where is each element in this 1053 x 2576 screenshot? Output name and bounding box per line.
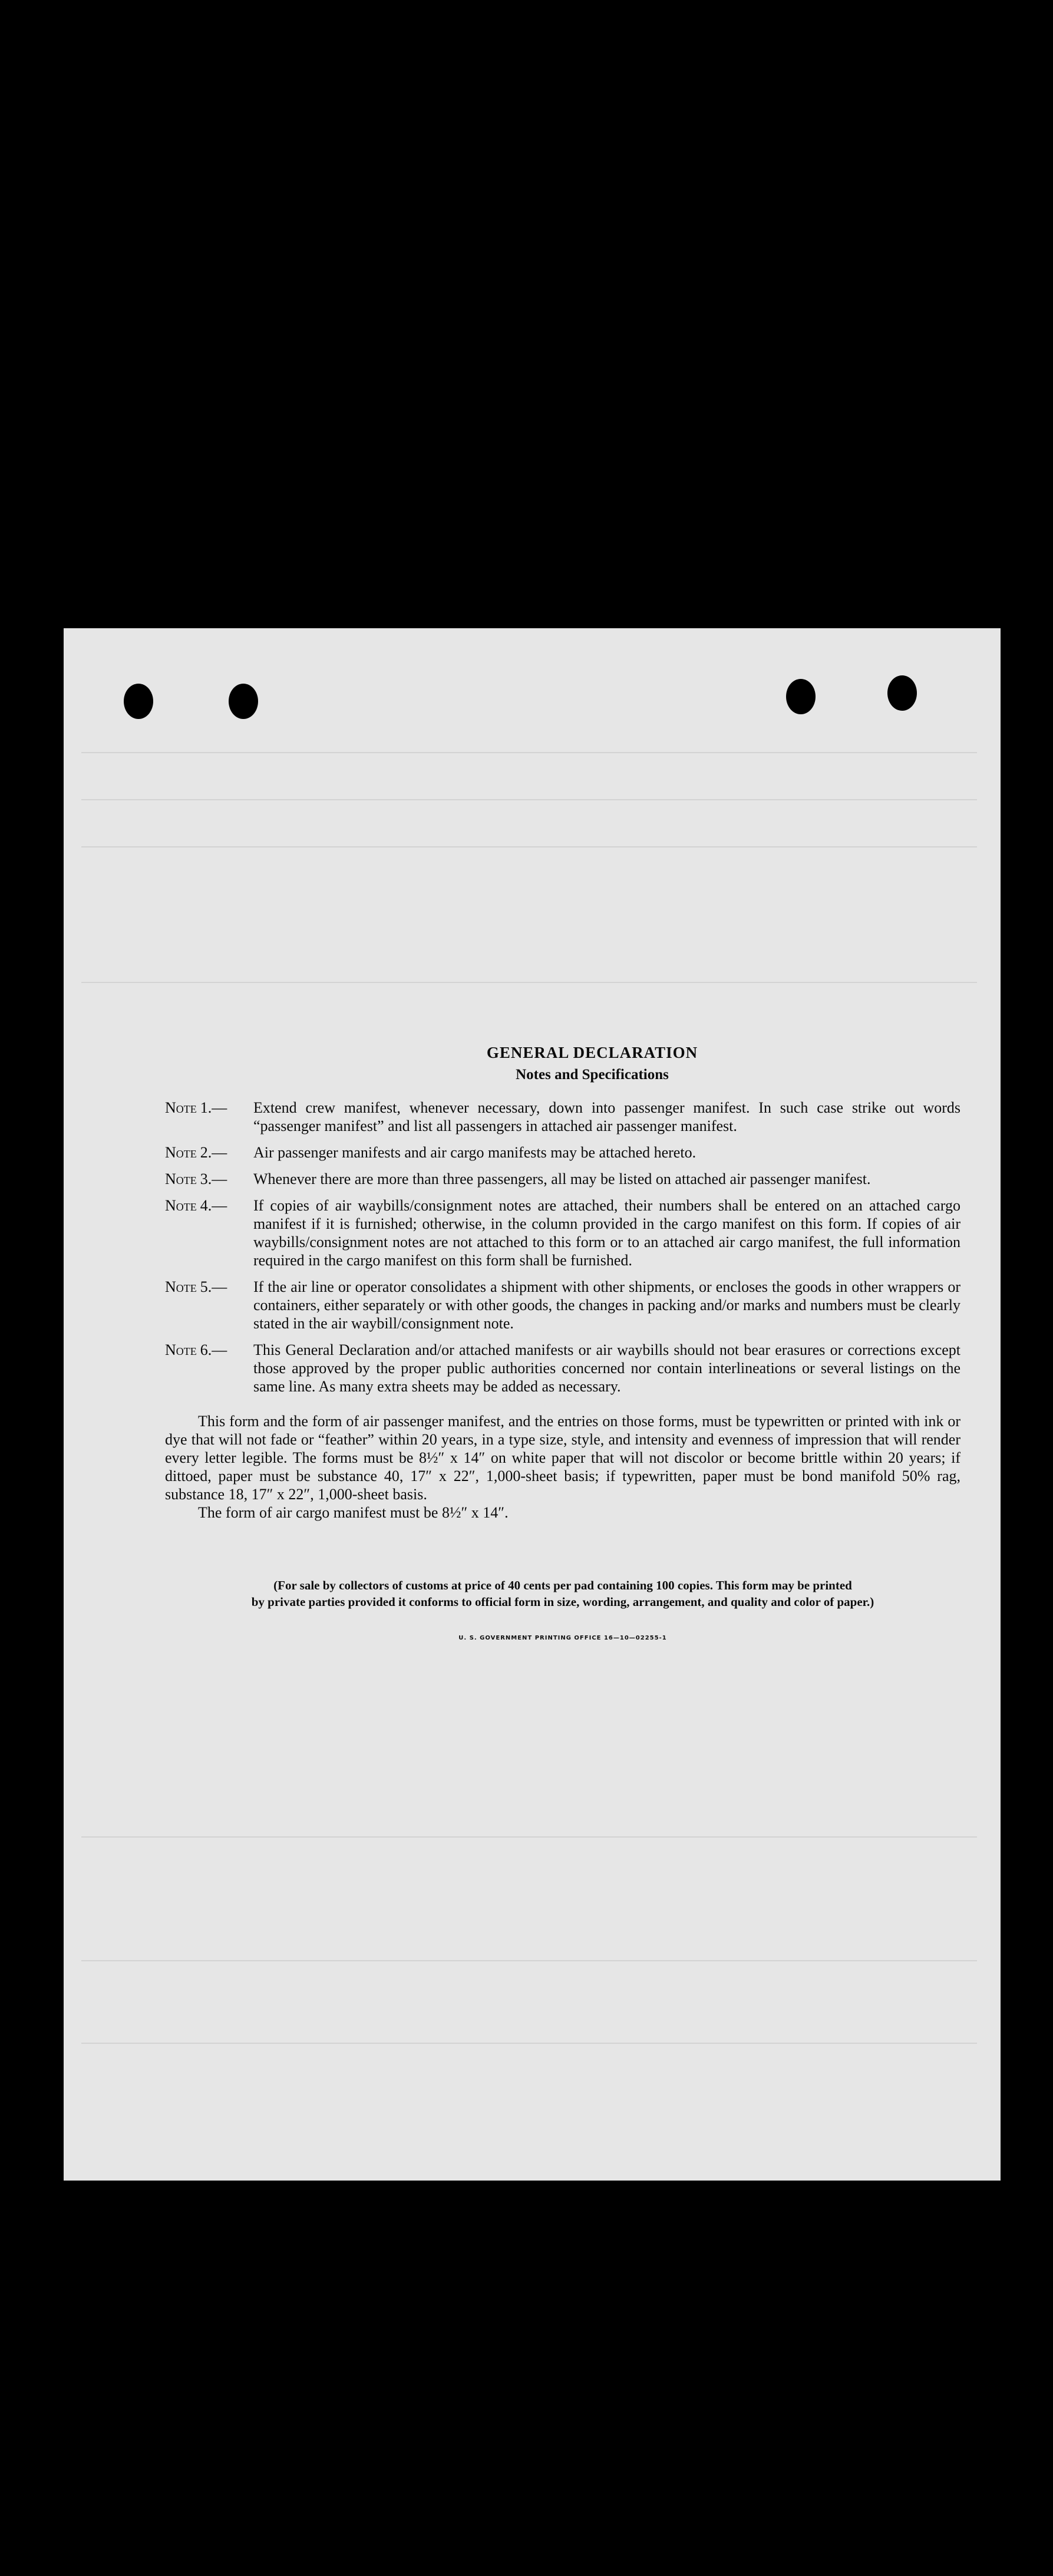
bleed-through-line — [81, 846, 977, 847]
page-title: GENERAL DECLARATION — [486, 1044, 698, 1061]
cargo-manifest-size-line: The form of air cargo manifest must be 8½″ x 14″. — [198, 1504, 509, 1521]
note-label — [165, 1278, 227, 1296]
sale-notice — [165, 1577, 960, 1610]
notes-list — [165, 1099, 960, 1396]
bleed-through-line — [81, 1960, 977, 1961]
form-requirements-paragraph — [165, 1412, 960, 1503]
note-label-word: Note — [165, 1170, 197, 1188]
note-label-word: Note — [165, 1341, 197, 1358]
note-dash: — — [212, 1170, 227, 1188]
note-item — [165, 1196, 960, 1269]
note-text: Extend crew manifest, whenever necessary, down into passenger manifest. In such case strike out words “passenger manifest” and list all passengers in attached air passenger manifest. — [253, 1099, 960, 1134]
punch-hole — [229, 684, 258, 719]
note-text: If copies of air waybills/consignment notes are attached, their numbers shall be entered on an attached cargo manifest if it is furnished; otherwise, in the column provided in the cargo manifest on this form. If copies of air waybills/consignment notes are not attached to this form or to an attached air cargo manifest, the full information required in the cargo manifest on this form shall be furnished. — [253, 1197, 960, 1269]
note-number: 2. — [200, 1144, 212, 1161]
note-text: Air passenger manifests and air cargo manifests may be attached hereto. — [253, 1144, 697, 1161]
notes-and-specifications — [165, 1044, 960, 1641]
note-item — [165, 1099, 960, 1135]
note-label-word: Note — [165, 1099, 197, 1116]
note-label-word: Note — [165, 1144, 197, 1161]
sale-notice-line: by private parties provided it conforms to official form in size, wording, arrangement, and quality and color of paper.) — [251, 1595, 874, 1609]
bleed-through-line — [81, 752, 977, 753]
note-number: 4. — [200, 1197, 212, 1214]
note-dash: — — [212, 1197, 227, 1214]
punch-hole — [887, 675, 917, 711]
note-label — [165, 1341, 227, 1359]
note-text: If the air line or operator consolidates a shipment with other shipments, or encloses the goods in other wrappers or containers, either separately or with other goods, the changes in packing and/or marks and numbers must be clearly stated in the air waybill/consignment note. — [253, 1278, 960, 1332]
note-number: 1. — [200, 1099, 212, 1116]
note-dash: — — [212, 1099, 227, 1116]
note-label-word: Note — [165, 1278, 197, 1295]
note-item — [165, 1341, 960, 1396]
note-number: 6. — [200, 1341, 212, 1358]
bleed-through-line — [81, 2043, 977, 2044]
note-label — [165, 1099, 227, 1117]
note-text: This General Declaration and/or attached manifests or air waybills should not bear erasures or corrections except those approved by the proper public authorities concerned nor contain interlineations or several listings on the same line. As many extra sheets may be added as necessary. — [253, 1341, 960, 1395]
note-item — [165, 1170, 960, 1188]
page-subtitle: Notes and Specifications — [516, 1067, 669, 1083]
note-dash: — — [212, 1278, 227, 1295]
bleed-through-line — [81, 1836, 977, 1838]
form-requirements-text: This form and the form of air passenger manifest, and the entries on those forms, must be typewritten or printed with ink or dye that will not fade or “feather” within 20 years, in a type size, style, and intensity and evenness of impression that will render every letter legible. The forms must be 8½″ x 14″ on white paper that will not discolor or become brittle within 20 years; if dittoed, paper must be substance 40, 17″ x 22″, 1,000-sheet basis; if typewritten, paper must be bond manifold 50% rag, substance 18, 17″ x 22″, 1,000-sheet basis. — [165, 1413, 960, 1503]
note-number: 3. — [200, 1170, 212, 1188]
sale-notice-line: (For sale by collectors of customs at price of 40 cents per pad containing 100 copies. This form may be printed — [273, 1578, 852, 1592]
printer-imprint: U. S. GOVERNMENT PRINTING OFFICE 16—10—02255-1 — [458, 1635, 667, 1641]
note-number: 5. — [200, 1278, 212, 1295]
note-label-word: Note — [165, 1197, 197, 1214]
note-label — [165, 1170, 227, 1188]
bleed-through-line — [81, 799, 977, 800]
note-dash: — — [212, 1144, 227, 1161]
note-text: Whenever there are more than three passengers, all may be listed on attached air passenger manifest. — [253, 1170, 871, 1188]
punch-hole — [124, 684, 153, 719]
note-label — [165, 1143, 227, 1162]
note-item — [165, 1143, 960, 1162]
note-dash: — — [212, 1341, 227, 1358]
scanned-page — [64, 628, 1001, 2181]
note-label — [165, 1196, 227, 1215]
punch-hole — [786, 679, 816, 714]
note-item — [165, 1278, 960, 1332]
bleed-through-line — [81, 982, 977, 983]
